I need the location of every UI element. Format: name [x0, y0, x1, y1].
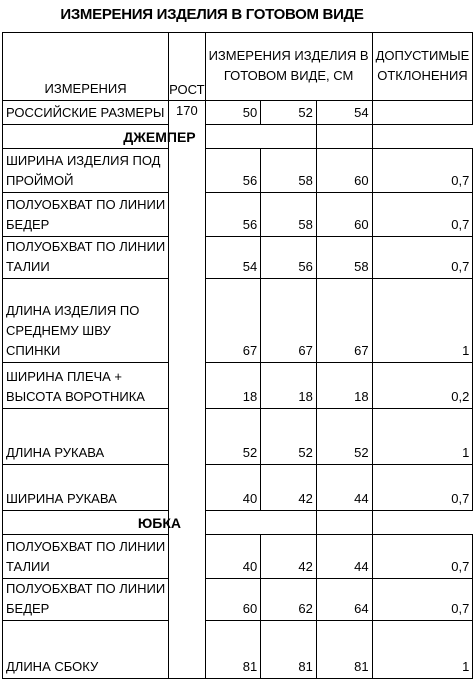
measurement-label — [3, 621, 169, 679]
measurement-label — [3, 535, 169, 579]
measurement-label — [3, 149, 169, 193]
measurement-label-line: ПОЛУОБХВАТ ПО ЛИНИИ — [6, 197, 166, 212]
size-cell: 50 — [205, 101, 261, 125]
measurement-label-line: ШИРИНА ПЛЕЧА + — [6, 369, 123, 384]
size-value-cell: 52 — [261, 409, 317, 465]
tolerance-cell: 1 — [372, 409, 473, 465]
table-row — [3, 279, 473, 363]
size-value-cell: 52 — [205, 409, 261, 465]
table-row — [3, 363, 473, 409]
table-body — [3, 33, 473, 679]
measurement-label-line: ПОЛУОБХВАТ ПО ЛИНИИ — [6, 539, 166, 554]
size-value-cell: 40 — [205, 535, 261, 579]
size-value-cell: 52 — [316, 409, 372, 465]
header-sizes-line2: ГОТОВОМ ВИДЕ, СМ — [223, 68, 354, 83]
size-value-cell: 44 — [316, 535, 372, 579]
size-value-cell: 67 — [316, 279, 372, 363]
tolerance-cell: 1 — [372, 621, 473, 679]
header-sizes — [205, 33, 372, 101]
table-row — [3, 237, 473, 279]
size-value-cell: 58 — [316, 237, 372, 279]
header-tolerance-line1: ДОПУСТИМЫЕ — [375, 48, 470, 63]
measurement-label-line: ДЛИНА ИЗДЕЛИЯ ПО — [6, 303, 140, 318]
header-sizes-line1: ИЗМЕРЕНИЯ ИЗДЕЛИЯ В — [208, 48, 369, 63]
russian-sizes-label: РОССИЙСКИЕ РАЗМЕРЫ — [3, 101, 169, 125]
tolerance-cell: 0,7 — [372, 149, 473, 193]
measurement-label — [3, 363, 169, 409]
header-row — [3, 33, 473, 101]
table-row — [3, 465, 473, 511]
header-tolerance — [372, 33, 473, 101]
size-value-cell: 56 — [205, 193, 261, 237]
size-value-cell: 42 — [261, 535, 317, 579]
measurement-label-line: БЕДЕР — [6, 217, 50, 232]
tolerance-cell: 0,7 — [372, 193, 473, 237]
table-row — [3, 579, 473, 621]
size-value-cell: 81 — [316, 621, 372, 679]
size-value-cell: 54 — [205, 237, 261, 279]
size-value-cell: 60 — [316, 149, 372, 193]
size-value-cell: 18 — [205, 363, 261, 409]
section-header-row — [3, 511, 473, 535]
measurement-label-line: ШИРИНА ИЗДЕЛИЯ ПОД — [6, 153, 161, 168]
tolerance-cell: 1 — [372, 279, 473, 363]
size-value-cell: 60 — [205, 579, 261, 621]
measurement-label — [3, 579, 169, 621]
tolerance-cell — [372, 101, 473, 125]
empty-cell — [316, 125, 372, 149]
size-value-cell: 81 — [261, 621, 317, 679]
size-value-cell: 58 — [261, 193, 317, 237]
size-value-cell: 42 — [261, 465, 317, 511]
measurement-label-line: ПОЛУОБХВАТ ПО ЛИНИИ — [6, 239, 166, 254]
table-row — [3, 149, 473, 193]
size-value-cell: 40 — [205, 465, 261, 511]
measurement-label-line: БЕДЕР — [6, 601, 50, 616]
measurement-label-line: ТАЛИИ — [6, 259, 50, 274]
measurement-label — [3, 193, 169, 237]
measurement-label-line: ПОЛУОБХВАТ ПО ЛИНИИ — [6, 581, 166, 596]
header-tolerance-line2: ОТКЛОНЕНИЯ — [377, 68, 468, 83]
measurement-label — [3, 279, 169, 363]
measurements-table — [2, 32, 473, 679]
measurement-label — [3, 465, 169, 511]
section-title: ЮБКА — [3, 511, 317, 535]
russian-sizes-row — [3, 101, 473, 125]
size-value-cell: 18 — [261, 363, 317, 409]
size-value-cell: 81 — [205, 621, 261, 679]
size-value-cell: 56 — [261, 237, 317, 279]
tolerance-cell: 0,7 — [372, 535, 473, 579]
measurement-label-line: ВЫСОТА ВОРОТНИКА — [6, 389, 145, 404]
header-measurements: ИЗМЕРЕНИЯ — [3, 33, 169, 101]
rost-value: 170 — [169, 101, 205, 679]
size-value-cell: 56 — [205, 149, 261, 193]
measurement-label-line: ТАЛИИ — [6, 559, 50, 574]
table-row — [3, 621, 473, 679]
size-cell: 54 — [316, 101, 372, 125]
measurement-label-line: СРЕДНЕМУ ШВУ — [6, 323, 111, 338]
size-value-cell: 62 — [261, 579, 317, 621]
size-value-cell: 18 — [316, 363, 372, 409]
tolerance-cell: 0,7 — [372, 465, 473, 511]
size-value-cell: 67 — [261, 279, 317, 363]
size-value-cell: 64 — [316, 579, 372, 621]
tolerance-cell: 0,7 — [372, 579, 473, 621]
size-cell: 52 — [261, 101, 317, 125]
size-value-cell: 60 — [316, 193, 372, 237]
header-rost: РОСТ — [169, 33, 205, 101]
measurement-label-line: СПИНКИ — [6, 343, 61, 358]
measurement-label-line: ДЛИНА РУКАВА — [6, 445, 105, 460]
size-value-cell: 67 — [205, 279, 261, 363]
size-value-cell: 44 — [316, 465, 372, 511]
measurement-label-line: ШИРИНА РУКАВА — [6, 491, 117, 506]
table-row — [3, 193, 473, 237]
table-row — [3, 409, 473, 465]
page-title: ИЗМЕРЕНИЯ ИЗДЕЛИЯ В ГОТОВОМ ВИДЕ — [60, 6, 364, 23]
measurement-label — [3, 409, 169, 465]
tolerance-cell: 0,7 — [372, 237, 473, 279]
measurement-label-line: ДЛИНА СБОКУ — [6, 659, 99, 674]
empty-cell — [316, 511, 372, 535]
size-value-cell: 58 — [261, 149, 317, 193]
table-row — [3, 535, 473, 579]
section-title: ДЖЕМПЕР — [3, 125, 317, 149]
measurement-label — [3, 237, 169, 279]
measurement-label-line: ПРОЙМОЙ — [6, 173, 74, 188]
section-header-row — [3, 125, 473, 149]
tolerance-cell: 0,2 — [372, 363, 473, 409]
